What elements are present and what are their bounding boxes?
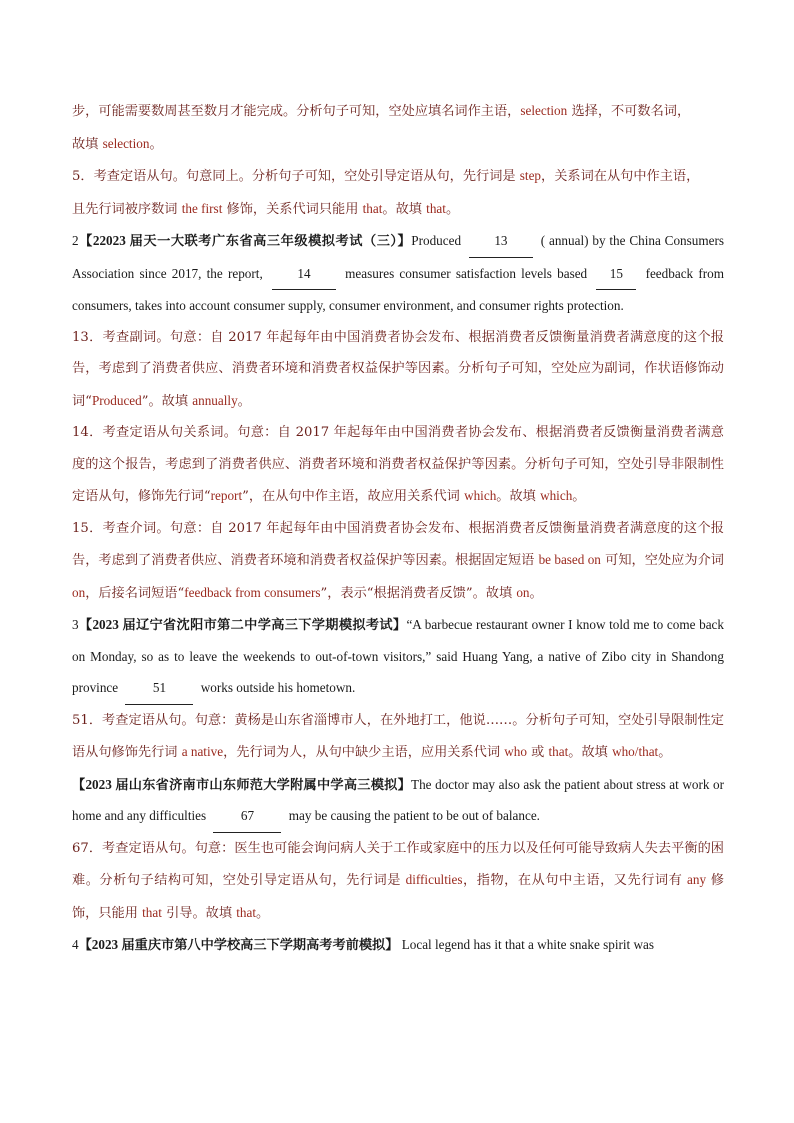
question-number: 2: [72, 233, 79, 248]
question-text: may be causing the patient to be out of balance.: [285, 808, 540, 823]
keyword: which: [540, 488, 573, 503]
keyword: difficulties: [405, 872, 463, 887]
answer-paragraph-13: [72, 322, 724, 418]
keyword: who: [504, 744, 527, 759]
text: 67．考查定语从句。句意：医生也可能会询问病人关于工作或家庭中的压力以及任何可能导致病人失去平衡的困难。分析句子结构可知，空处引导定语从句，先行词是: [72, 840, 724, 888]
blank-51: 51: [125, 672, 193, 705]
question-text: ( annual) by the China Consumers Association since 2017, the report,: [72, 233, 725, 281]
text: ，指物，在从句中主语，又先行词有: [462, 873, 688, 888]
keyword: that: [142, 904, 162, 920]
text: 5．考查定语从句。句意同上。分析句子可知，空处引导定语从句，先行词是: [72, 169, 520, 184]
text: 。: [445, 201, 460, 217]
text: 14．考查定语从句关系词。句意：自 2017 年起每年由中国消费者协会发布、根据消费者反馈衡量消费者满意度的这个报告，考虑到了消费者供应、消费者环境和消费者权益保护等因素。分析句子可知，空处引导非限制性定语从句，修饰先行词“: [72, 425, 724, 504]
text: 。: [658, 745, 672, 760]
text: 。: [237, 393, 251, 409]
keyword: selection: [102, 135, 150, 151]
keyword: the first: [181, 200, 223, 216]
keyword: report: [210, 488, 243, 503]
text: ，先行词为人，从句中缺少主语，应用关系代词: [223, 745, 505, 760]
keyword: that: [426, 200, 446, 216]
text: 15．考查介词。句意：自 2017 年起每年由中国消费者协会发布、根据消费者反馈衡量消费者满意度的这个报告，考虑到了消费者供应、消费者环境和消费者权益保护等因素。根据固定短语: [72, 520, 724, 568]
question-number: 4: [72, 937, 79, 952]
keyword: any: [687, 872, 707, 887]
answer-paragraph-14: [72, 417, 724, 513]
blank-67: 67: [213, 800, 281, 833]
keyword: step: [519, 168, 542, 183]
text: ”，表示“根据消费者反馈”。故填: [320, 585, 517, 601]
text: 且先行词被序数词: [72, 201, 182, 217]
text: 或: [526, 745, 549, 760]
text: 故填: [72, 136, 103, 152]
keyword: feedback from consumers: [184, 584, 321, 600]
document-page: [72, 95, 724, 961]
keyword: a native: [181, 744, 224, 759]
text: 。: [149, 136, 163, 152]
keyword: who/that: [612, 744, 659, 759]
answer-paragraph-67: [72, 833, 724, 930]
question-text: measures consumer satisfaction levels based: [339, 265, 593, 281]
keyword: Produced: [91, 392, 142, 408]
question-2: [72, 225, 724, 322]
keyword: annually: [192, 392, 238, 408]
answer-paragraph-51: [72, 705, 724, 769]
text: 修饰，只能用: [72, 873, 724, 921]
question-text: “A barbecue restaurant owner I know told me to come back on Monday, so as to leave the weekends to out-of-town visitors,” said Huang Yang, a native of Zibo city in Shandong province: [72, 617, 724, 695]
answer-paragraph-15: [72, 513, 724, 610]
text: 选择，不可数名词，: [567, 104, 691, 119]
text: 13．考查副词。句意：自 2017 年起每年由中国消费者协会发布、根据消费者反馈衡量消费者满意度的这个报告，考虑到了消费者供应、消费者环境和消费者权益保护等因素。分析句子可知，空处应为副词，作状语修饰动词“: [72, 329, 724, 409]
question-source: 【2023 届重庆市第八中学校高三下学期高考考前模拟】: [78, 937, 399, 952]
keyword: be based on: [538, 552, 601, 567]
keyword: that: [548, 744, 569, 759]
keyword: on: [516, 584, 530, 600]
text: 51．考查定语从句。句意：黄杨是山东省淄博市人，在外地打工，他说……。分析句子可知，空处引导限制性定语从句修饰先行词: [72, 712, 724, 760]
question-text: The doctor may also ask the patient about stress at work or home and any difficulties: [72, 776, 724, 823]
text: 步，可能需要数周甚至数月才能完成。分析句子可知，空处应填名词作主语，: [72, 104, 521, 119]
question-text: works outside his hometown.: [197, 680, 356, 695]
text: 引导。故填: [161, 905, 237, 921]
question-4: [72, 929, 724, 961]
question-text: Local legend has it that a white snake spirit was: [398, 937, 655, 952]
question-67: [72, 769, 724, 833]
blank-14: 14: [272, 258, 336, 291]
question-3: [72, 609, 724, 705]
text: 。故填: [496, 489, 541, 504]
text: 可知，空处应为介词: [600, 553, 724, 568]
text: 。: [256, 905, 270, 921]
blank-13: 13: [469, 225, 533, 258]
question-text: Produced: [411, 233, 465, 248]
text: ，后接名词短语“: [85, 585, 185, 601]
text: ，关系词在从句中作主语，: [541, 169, 700, 184]
text: 。故填: [568, 745, 613, 760]
question-text: feedback from consumers, takes into account consumer supply, consumer environment, and consumer rights protection.: [72, 265, 724, 313]
question-source: 【2023 届山东省济南市山东师范大学附属中学高三模拟】: [72, 776, 412, 792]
text: 。: [529, 585, 543, 601]
blank-15: 15: [596, 258, 636, 291]
keyword: selection: [520, 103, 568, 118]
answer-paragraph-selection: [72, 95, 724, 160]
answer-paragraph-5: [72, 160, 724, 225]
text: ”。故填: [141, 393, 193, 409]
text: 修饰，关系代词只能用: [222, 201, 363, 217]
text: 。故填: [382, 201, 427, 217]
text: ”，在从句中作主语，故应用关系代词: [242, 489, 465, 504]
question-source: 【2023 届辽宁省沈阳市第二中学高三下学期模拟考试】: [78, 617, 407, 632]
keyword: which: [464, 488, 497, 503]
keyword: that: [362, 200, 383, 216]
text: 。: [572, 489, 586, 504]
keyword: on: [72, 584, 86, 600]
question-source: 【22023 届天一大联考广东省高三年级模拟考试（三）】: [78, 233, 412, 248]
keyword: that: [236, 904, 257, 920]
question-number: 3: [72, 617, 79, 632]
